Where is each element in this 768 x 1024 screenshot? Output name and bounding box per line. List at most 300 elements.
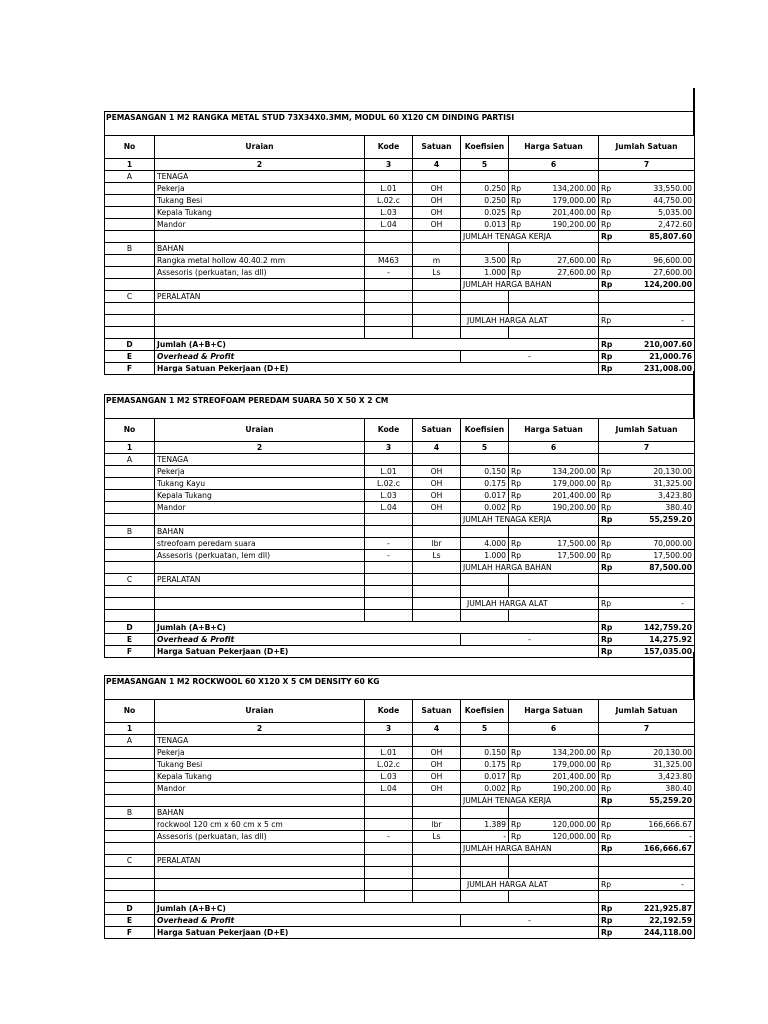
currency: Rp bbox=[601, 747, 612, 757]
item-unit: OH bbox=[413, 195, 461, 207]
block-title bbox=[104, 675, 694, 699]
empty-cell bbox=[599, 243, 695, 255]
section-peralatan bbox=[105, 291, 695, 303]
header-harga-satuan: Harga Satuan bbox=[509, 419, 599, 442]
empty-cell bbox=[105, 759, 155, 771]
column-number: 2 bbox=[155, 723, 365, 735]
subtotal-label: JUMLAH HARGA BAHAN bbox=[461, 562, 599, 574]
currency: Rp bbox=[601, 466, 612, 476]
amount-value: 20,130.00 bbox=[653, 466, 692, 476]
empty-cell bbox=[599, 291, 695, 303]
item-description: Kepala Tukang bbox=[155, 771, 365, 783]
item-coefficient: 0.150 bbox=[461, 466, 509, 478]
subtotal-label: JUMLAH HARGA BAHAN bbox=[461, 279, 599, 291]
block-title bbox=[104, 111, 694, 135]
currency: Rp bbox=[601, 279, 613, 289]
total-label: Harga Satuan Pekerjaan (D+E) bbox=[155, 646, 599, 658]
price-value: 179,000.00 bbox=[552, 759, 596, 769]
item-description: rockwool 120 cm x 60 cm x 5 cm bbox=[155, 819, 365, 831]
empty-cell bbox=[413, 867, 461, 879]
empty-cell bbox=[105, 795, 155, 807]
empty-cell bbox=[105, 562, 155, 574]
currency: Rp bbox=[511, 490, 522, 500]
total-label: Jumlah (A+B+C) bbox=[155, 622, 599, 634]
empty-cell bbox=[365, 231, 413, 243]
empty-cell bbox=[365, 867, 413, 879]
total-label: Harga Satuan Pekerjaan (D+E) bbox=[155, 363, 599, 375]
header-satuan: Satuan bbox=[413, 700, 461, 723]
empty-cell bbox=[509, 526, 599, 538]
item-description: Mandor bbox=[155, 219, 365, 231]
subtotal-label: JUMLAH HARGA ALAT bbox=[461, 315, 599, 327]
amount-value: - bbox=[689, 831, 692, 841]
subtotal-label: JUMLAH HARGA BAHAN bbox=[461, 843, 599, 855]
overhead-percent: - bbox=[461, 351, 599, 363]
item-coefficient: 0.175 bbox=[461, 759, 509, 771]
subtotal-label: JUMLAH TENAGA KERJA bbox=[461, 795, 599, 807]
empty-cell bbox=[509, 586, 599, 598]
block-title-text: PEMASANGAN 1 M2 RANGKA METAL STUD 73X34X0.3MM, MODUL 60 X120 CM DINDING PARTISI bbox=[106, 113, 515, 122]
total-label: Harga Satuan Pekerjaan (D+E) bbox=[155, 927, 599, 939]
amount-value: 44,750.00 bbox=[653, 195, 692, 205]
empty-cell bbox=[155, 327, 365, 339]
item-row bbox=[105, 466, 695, 478]
empty-cell bbox=[509, 171, 599, 183]
item-code: - bbox=[365, 550, 413, 562]
empty-cell bbox=[365, 303, 413, 315]
currency: Rp bbox=[511, 747, 522, 757]
total-letter: F bbox=[105, 646, 155, 658]
total-e-row bbox=[105, 915, 695, 927]
currency: Rp bbox=[601, 502, 612, 512]
item-amount bbox=[599, 550, 695, 562]
empty-cell bbox=[155, 279, 365, 291]
empty-cell bbox=[105, 267, 155, 279]
item-description: Assesoris (perkuatan, lem dll) bbox=[155, 550, 365, 562]
item-unit: OH bbox=[413, 502, 461, 514]
column-number: 7 bbox=[599, 159, 695, 171]
total-letter: D bbox=[105, 339, 155, 351]
empty-cell bbox=[413, 514, 461, 526]
total-amount: 221,925.87 bbox=[643, 903, 692, 913]
empty-cell bbox=[509, 610, 599, 622]
empty-cell bbox=[413, 735, 461, 747]
item-unit-price bbox=[509, 478, 599, 490]
header-jumlah-satuan: Jumlah Satuan bbox=[599, 419, 695, 442]
currency: Rp bbox=[601, 195, 612, 205]
empty-cell bbox=[365, 171, 413, 183]
empty-cell bbox=[365, 562, 413, 574]
empty-cell bbox=[105, 478, 155, 490]
item-coefficient: 0.002 bbox=[461, 783, 509, 795]
empty-cell bbox=[155, 867, 365, 879]
block-title bbox=[104, 394, 694, 418]
total-amount: 157,035.00 bbox=[643, 646, 692, 656]
total-value bbox=[599, 622, 695, 634]
empty-cell bbox=[105, 747, 155, 759]
empty-cell bbox=[365, 243, 413, 255]
item-unit-price bbox=[509, 759, 599, 771]
item-description: Assesoris (perkuatan, las dll) bbox=[155, 831, 365, 843]
section-letter: B bbox=[105, 807, 155, 819]
section-letter: C bbox=[105, 855, 155, 867]
overhead-percent: - bbox=[461, 915, 599, 927]
empty-cell bbox=[105, 867, 155, 879]
empty-cell bbox=[155, 795, 365, 807]
item-row bbox=[105, 747, 695, 759]
column-number-row bbox=[105, 723, 695, 735]
empty-cell bbox=[599, 586, 695, 598]
currency: Rp bbox=[601, 927, 613, 937]
empty-cell bbox=[365, 454, 413, 466]
item-row bbox=[105, 550, 695, 562]
empty-cell bbox=[365, 291, 413, 303]
currency: Rp bbox=[601, 183, 612, 193]
header-uraian: Uraian bbox=[155, 136, 365, 159]
empty-cell bbox=[105, 831, 155, 843]
empty-cell bbox=[509, 807, 599, 819]
subtotal-label: JUMLAH TENAGA KERJA bbox=[461, 231, 599, 243]
total-value bbox=[599, 339, 695, 351]
total-amount: 142,759.20 bbox=[643, 622, 692, 632]
empty-cell bbox=[105, 231, 155, 243]
empty-cell bbox=[413, 231, 461, 243]
item-coefficient: 0.025 bbox=[461, 207, 509, 219]
section-letter: A bbox=[105, 735, 155, 747]
amount-value: 380.40 bbox=[665, 502, 692, 512]
item-unit: Ls bbox=[413, 550, 461, 562]
section-label: BAHAN bbox=[155, 243, 365, 255]
empty-cell bbox=[105, 843, 155, 855]
item-code: L.03 bbox=[365, 490, 413, 502]
item-amount bbox=[599, 267, 695, 279]
currency: Rp bbox=[601, 903, 613, 913]
item-amount bbox=[599, 502, 695, 514]
price-value: 134,200.00 bbox=[552, 466, 596, 476]
amount-value: 2,472.60 bbox=[658, 219, 692, 229]
empty-cell bbox=[461, 327, 509, 339]
item-description: Kepala Tukang bbox=[155, 207, 365, 219]
item-amount bbox=[599, 490, 695, 502]
header-uraian: Uraian bbox=[155, 419, 365, 442]
item-unit-price bbox=[509, 831, 599, 843]
total-amount: 244,118.00 bbox=[643, 927, 692, 937]
total-letter: E bbox=[105, 634, 155, 646]
section-bahan bbox=[105, 526, 695, 538]
item-coefficient: 0.250 bbox=[461, 195, 509, 207]
item-row bbox=[105, 759, 695, 771]
section-tenaga bbox=[105, 454, 695, 466]
empty-cell bbox=[509, 574, 599, 586]
subtotal-value bbox=[599, 514, 695, 526]
item-row bbox=[105, 783, 695, 795]
section-label: PERALATAN bbox=[155, 291, 365, 303]
empty-cell bbox=[155, 891, 365, 903]
total-f-row bbox=[105, 363, 695, 375]
header-jumlah-satuan: Jumlah Satuan bbox=[599, 700, 695, 723]
empty-cell bbox=[105, 610, 155, 622]
empty-cell bbox=[365, 891, 413, 903]
price-value: 201,400.00 bbox=[552, 207, 596, 217]
empty-cell bbox=[105, 598, 155, 610]
empty-cell bbox=[413, 586, 461, 598]
price-value: 179,000.00 bbox=[552, 195, 596, 205]
empty-cell bbox=[155, 843, 365, 855]
item-unit-price bbox=[509, 819, 599, 831]
price-value: 201,400.00 bbox=[552, 490, 596, 500]
border-tick bbox=[693, 88, 695, 136]
currency: Rp bbox=[511, 819, 522, 829]
total-e-row bbox=[105, 634, 695, 646]
empty-cell bbox=[365, 610, 413, 622]
item-code: L.01 bbox=[365, 466, 413, 478]
price-value: 17,500.00 bbox=[557, 550, 596, 560]
amount-value: 20,130.00 bbox=[653, 747, 692, 757]
item-unit: lbr bbox=[413, 819, 461, 831]
header-harga-satuan: Harga Satuan bbox=[509, 136, 599, 159]
item-unit-price bbox=[509, 550, 599, 562]
currency: Rp bbox=[601, 783, 612, 793]
item-amount bbox=[599, 747, 695, 759]
total-value bbox=[599, 351, 695, 363]
empty-cell bbox=[461, 867, 509, 879]
currency: Rp bbox=[511, 783, 522, 793]
item-unit: OH bbox=[413, 466, 461, 478]
blank-row bbox=[105, 610, 695, 622]
item-code: M463 bbox=[365, 255, 413, 267]
item-code: L.02.c bbox=[365, 478, 413, 490]
item-amount bbox=[599, 478, 695, 490]
currency: Rp bbox=[601, 550, 612, 560]
subtotal-value bbox=[599, 562, 695, 574]
item-row bbox=[105, 819, 695, 831]
empty-cell bbox=[599, 574, 695, 586]
item-unit-price bbox=[509, 783, 599, 795]
column-number: 6 bbox=[509, 723, 599, 735]
price-value: 179,000.00 bbox=[552, 478, 596, 488]
empty-cell bbox=[413, 879, 461, 891]
item-unit-price bbox=[509, 267, 599, 279]
empty-cell bbox=[155, 610, 365, 622]
empty-cell bbox=[413, 598, 461, 610]
item-row bbox=[105, 195, 695, 207]
empty-cell bbox=[413, 807, 461, 819]
section-tenaga bbox=[105, 171, 695, 183]
border-tick bbox=[693, 652, 695, 700]
empty-cell bbox=[105, 819, 155, 831]
total-label: Overhead & Profit bbox=[155, 351, 461, 363]
item-code: L.03 bbox=[365, 771, 413, 783]
item-row bbox=[105, 255, 695, 267]
currency: Rp bbox=[601, 538, 612, 548]
empty-cell bbox=[413, 574, 461, 586]
item-code bbox=[365, 819, 413, 831]
empty-cell bbox=[105, 303, 155, 315]
empty-cell bbox=[105, 550, 155, 562]
price-value: 27,600.00 bbox=[557, 255, 596, 265]
empty-cell bbox=[461, 891, 509, 903]
price-value: 134,200.00 bbox=[552, 747, 596, 757]
blank-row bbox=[105, 327, 695, 339]
item-code: - bbox=[365, 831, 413, 843]
currency: Rp bbox=[511, 195, 522, 205]
column-number: 2 bbox=[155, 159, 365, 171]
empty-cell bbox=[105, 183, 155, 195]
blank-row bbox=[105, 867, 695, 879]
empty-cell bbox=[461, 526, 509, 538]
currency: Rp bbox=[601, 514, 613, 524]
item-unit: OH bbox=[413, 747, 461, 759]
item-description: Kepala Tukang bbox=[155, 490, 365, 502]
price-value: 120,000.00 bbox=[552, 819, 596, 829]
total-value bbox=[599, 915, 695, 927]
empty-cell bbox=[365, 586, 413, 598]
total-e-row bbox=[105, 351, 695, 363]
empty-cell bbox=[413, 855, 461, 867]
subtotal-alat bbox=[105, 315, 695, 327]
column-number: 4 bbox=[413, 723, 461, 735]
currency: Rp bbox=[511, 219, 522, 229]
subtotal-amount: 124,200.00 bbox=[643, 279, 692, 289]
currency: Rp bbox=[511, 831, 522, 841]
section-tenaga bbox=[105, 735, 695, 747]
section-peralatan bbox=[105, 574, 695, 586]
currency: Rp bbox=[601, 490, 612, 500]
column-number: 6 bbox=[509, 442, 599, 454]
amount-value: 96,600.00 bbox=[653, 255, 692, 265]
item-amount bbox=[599, 219, 695, 231]
empty-cell bbox=[599, 807, 695, 819]
item-coefficient: 1.000 bbox=[461, 267, 509, 279]
empty-cell bbox=[509, 327, 599, 339]
section-label: BAHAN bbox=[155, 807, 365, 819]
item-row bbox=[105, 538, 695, 550]
amount-value: 27,600.00 bbox=[653, 267, 692, 277]
total-letter: D bbox=[105, 903, 155, 915]
item-coefficient: 0.017 bbox=[461, 490, 509, 502]
currency: Rp bbox=[601, 478, 612, 488]
header-uraian: Uraian bbox=[155, 700, 365, 723]
item-row bbox=[105, 183, 695, 195]
item-coefficient: 0.017 bbox=[461, 771, 509, 783]
item-row bbox=[105, 207, 695, 219]
empty-cell bbox=[509, 855, 599, 867]
currency: Rp bbox=[601, 267, 612, 277]
empty-cell bbox=[599, 867, 695, 879]
column-number: 7 bbox=[599, 723, 695, 735]
subtotal-amount: 55,259.20 bbox=[649, 795, 692, 805]
empty-cell bbox=[509, 867, 599, 879]
currency: Rp bbox=[601, 562, 613, 572]
item-unit-price bbox=[509, 219, 599, 231]
empty-cell bbox=[105, 891, 155, 903]
empty-cell bbox=[413, 795, 461, 807]
currency: Rp bbox=[601, 231, 613, 241]
empty-cell bbox=[461, 574, 509, 586]
subtotal-bahan bbox=[105, 562, 695, 574]
total-amount: 21,000.76 bbox=[649, 351, 692, 361]
total-letter: F bbox=[105, 363, 155, 375]
item-coefficient: 1.389 bbox=[461, 819, 509, 831]
section-peralatan bbox=[105, 855, 695, 867]
empty-cell bbox=[105, 207, 155, 219]
item-code: L.04 bbox=[365, 502, 413, 514]
item-coefficient: 0.002 bbox=[461, 502, 509, 514]
amount-value: 3,423.80 bbox=[658, 771, 692, 781]
section-label: TENAGA bbox=[155, 171, 365, 183]
total-amount: 14,275.92 bbox=[649, 634, 692, 644]
price-value: 27,600.00 bbox=[557, 267, 596, 277]
subtotal-tenaga bbox=[105, 231, 695, 243]
empty-cell bbox=[599, 855, 695, 867]
header-kode: Kode bbox=[365, 419, 413, 442]
column-number: 1 bbox=[105, 442, 155, 454]
item-amount bbox=[599, 538, 695, 550]
empty-cell bbox=[105, 195, 155, 207]
blank-row bbox=[105, 303, 695, 315]
section-label: TENAGA bbox=[155, 454, 365, 466]
item-unit: Ls bbox=[413, 267, 461, 279]
total-label: Jumlah (A+B+C) bbox=[155, 903, 599, 915]
amount-value: 33,550.00 bbox=[653, 183, 692, 193]
subtotal-tenaga bbox=[105, 795, 695, 807]
currency: Rp bbox=[601, 207, 612, 217]
empty-cell bbox=[509, 735, 599, 747]
currency: Rp bbox=[601, 351, 613, 361]
item-unit: OH bbox=[413, 219, 461, 231]
empty-cell bbox=[413, 315, 461, 327]
total-value bbox=[599, 363, 695, 375]
item-code: L.04 bbox=[365, 219, 413, 231]
total-amount: 22,192.59 bbox=[649, 915, 692, 925]
block-title-text: PEMASANGAN 1 M2 ROCKWOOL 60 X120 X 5 CM DENSITY 60 KG bbox=[106, 677, 380, 686]
subtotal-tenaga bbox=[105, 514, 695, 526]
block-title-text: PEMASANGAN 1 M2 STREOFOAM PEREDAM SUARA 50 X 50 X 2 CM bbox=[106, 396, 389, 405]
empty-cell bbox=[105, 538, 155, 550]
currency: Rp bbox=[601, 219, 612, 229]
currency: Rp bbox=[601, 363, 613, 373]
empty-cell bbox=[461, 243, 509, 255]
item-code: L.02.c bbox=[365, 195, 413, 207]
subtotal-value bbox=[599, 315, 695, 327]
subtotal-label: JUMLAH HARGA ALAT bbox=[461, 879, 599, 891]
item-amount bbox=[599, 759, 695, 771]
currency: Rp bbox=[511, 207, 522, 217]
item-unit: OH bbox=[413, 783, 461, 795]
amount-value: 70,000.00 bbox=[653, 538, 692, 548]
item-unit-price bbox=[509, 195, 599, 207]
subtotal-amount: - bbox=[681, 598, 684, 608]
column-number: 4 bbox=[413, 442, 461, 454]
empty-cell bbox=[155, 879, 365, 891]
item-unit: OH bbox=[413, 759, 461, 771]
column-number-row bbox=[105, 159, 695, 171]
empty-cell bbox=[365, 315, 413, 327]
empty-cell bbox=[599, 454, 695, 466]
item-amount bbox=[599, 195, 695, 207]
empty-cell bbox=[365, 807, 413, 819]
item-description: Assesoris (perkuatan, las dll) bbox=[155, 267, 365, 279]
item-unit: Ls bbox=[413, 831, 461, 843]
item-coefficient: 1.000 bbox=[461, 550, 509, 562]
header-row bbox=[105, 136, 695, 159]
item-unit-price bbox=[509, 466, 599, 478]
subtotal-value bbox=[599, 598, 695, 610]
item-coefficient: 0.175 bbox=[461, 478, 509, 490]
empty-cell bbox=[599, 735, 695, 747]
total-value bbox=[599, 634, 695, 646]
currency: Rp bbox=[511, 255, 522, 265]
